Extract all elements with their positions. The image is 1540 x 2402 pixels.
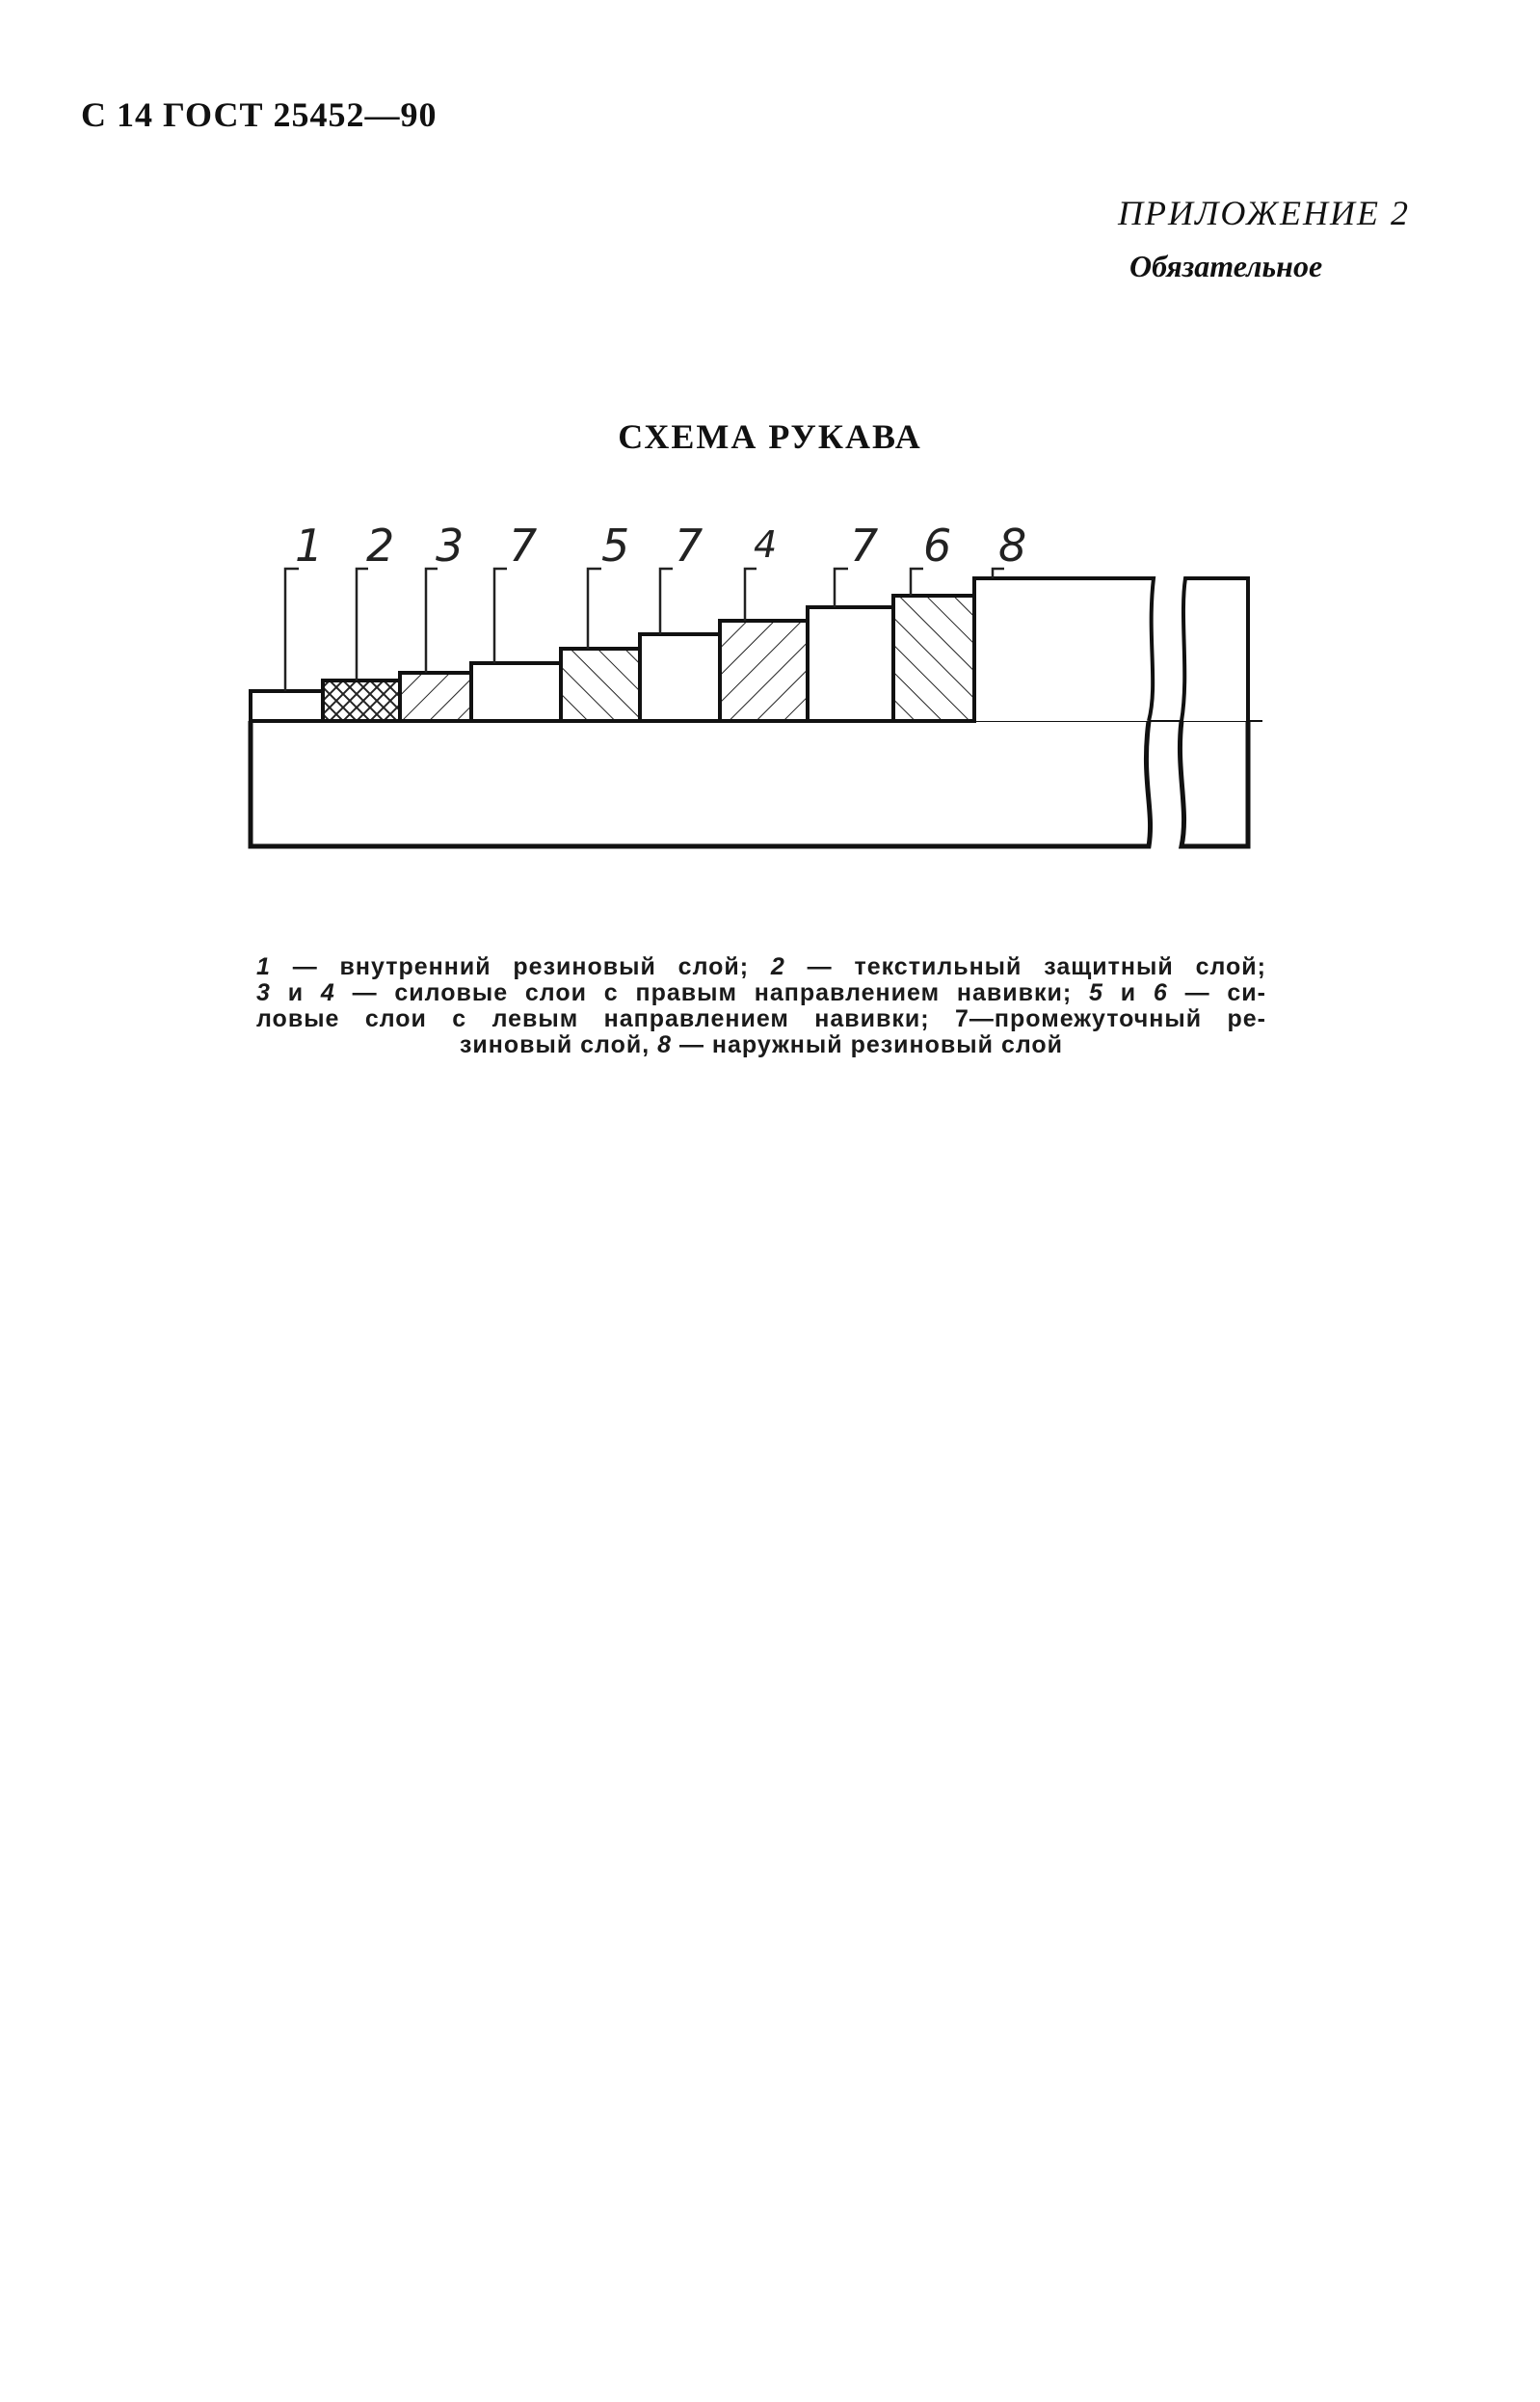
callout-3: 3	[436, 520, 465, 572]
legend-num: 8	[657, 1031, 673, 1058]
layer-7a	[471, 663, 561, 721]
legend-num: 2	[770, 953, 785, 980]
callout-7b: 7	[675, 520, 704, 572]
layer-1	[251, 691, 323, 721]
layer-7c	[808, 607, 893, 721]
legend-text: и	[270, 979, 321, 1006]
appendix-status: Обязательное	[1129, 249, 1323, 283]
hose-body	[251, 721, 1151, 846]
layer-4	[720, 621, 808, 721]
layer-5	[561, 649, 640, 721]
layer-6	[893, 596, 974, 721]
callout-5: 5	[601, 520, 630, 572]
legend-line-2	[256, 980, 1266, 1006]
callout-2: 2	[366, 520, 395, 572]
legend-text: — си-	[1167, 979, 1266, 1006]
legend-line-1	[256, 954, 1266, 980]
callout-7c: 7	[850, 520, 879, 572]
legend-num: 4	[320, 979, 335, 1006]
layer-3	[400, 673, 471, 721]
callout-1: 1	[295, 520, 324, 572]
layer-8-right	[1182, 578, 1248, 721]
legend	[256, 954, 1266, 1058]
callout-6: 6	[923, 520, 952, 572]
legend-text: — текстильный защитный слой;	[784, 953, 1266, 980]
hose-body-right	[1180, 721, 1248, 846]
layer-8	[974, 578, 1154, 721]
legend-line-3: ловые слои с левым направлением навивки; 7—промежуточный ре-	[256, 1005, 1266, 1032]
legend-line-4	[256, 1032, 1266, 1058]
layer-2	[323, 681, 400, 721]
appendix-label: ПРИЛОЖЕНИЕ 2	[1118, 194, 1410, 232]
legend-text: — наружный резиновый слой	[672, 1031, 1064, 1058]
callout-4: 4	[754, 523, 778, 566]
callout-8: 8	[998, 520, 1027, 572]
legend-num: 1	[256, 953, 271, 980]
legend-num: 5	[1089, 979, 1103, 1006]
legend-num: 6	[1153, 979, 1168, 1006]
callout-7a: 7	[509, 520, 538, 572]
hose-scheme-diagram	[222, 492, 1301, 877]
legend-text: — силовые слои с правым направлением навивки;	[334, 979, 1089, 1006]
diagram-title: СХЕМА РУКАВА	[618, 417, 922, 456]
legend-text: зиновый слой,	[459, 1031, 658, 1058]
legend-num: 3	[256, 979, 271, 1006]
legend-text: и	[1102, 979, 1154, 1006]
page-header: С 14 ГОСТ 25452—90	[81, 95, 438, 134]
legend-text: — внутренний резиновый слой;	[270, 953, 771, 980]
layer-7b	[640, 634, 720, 721]
